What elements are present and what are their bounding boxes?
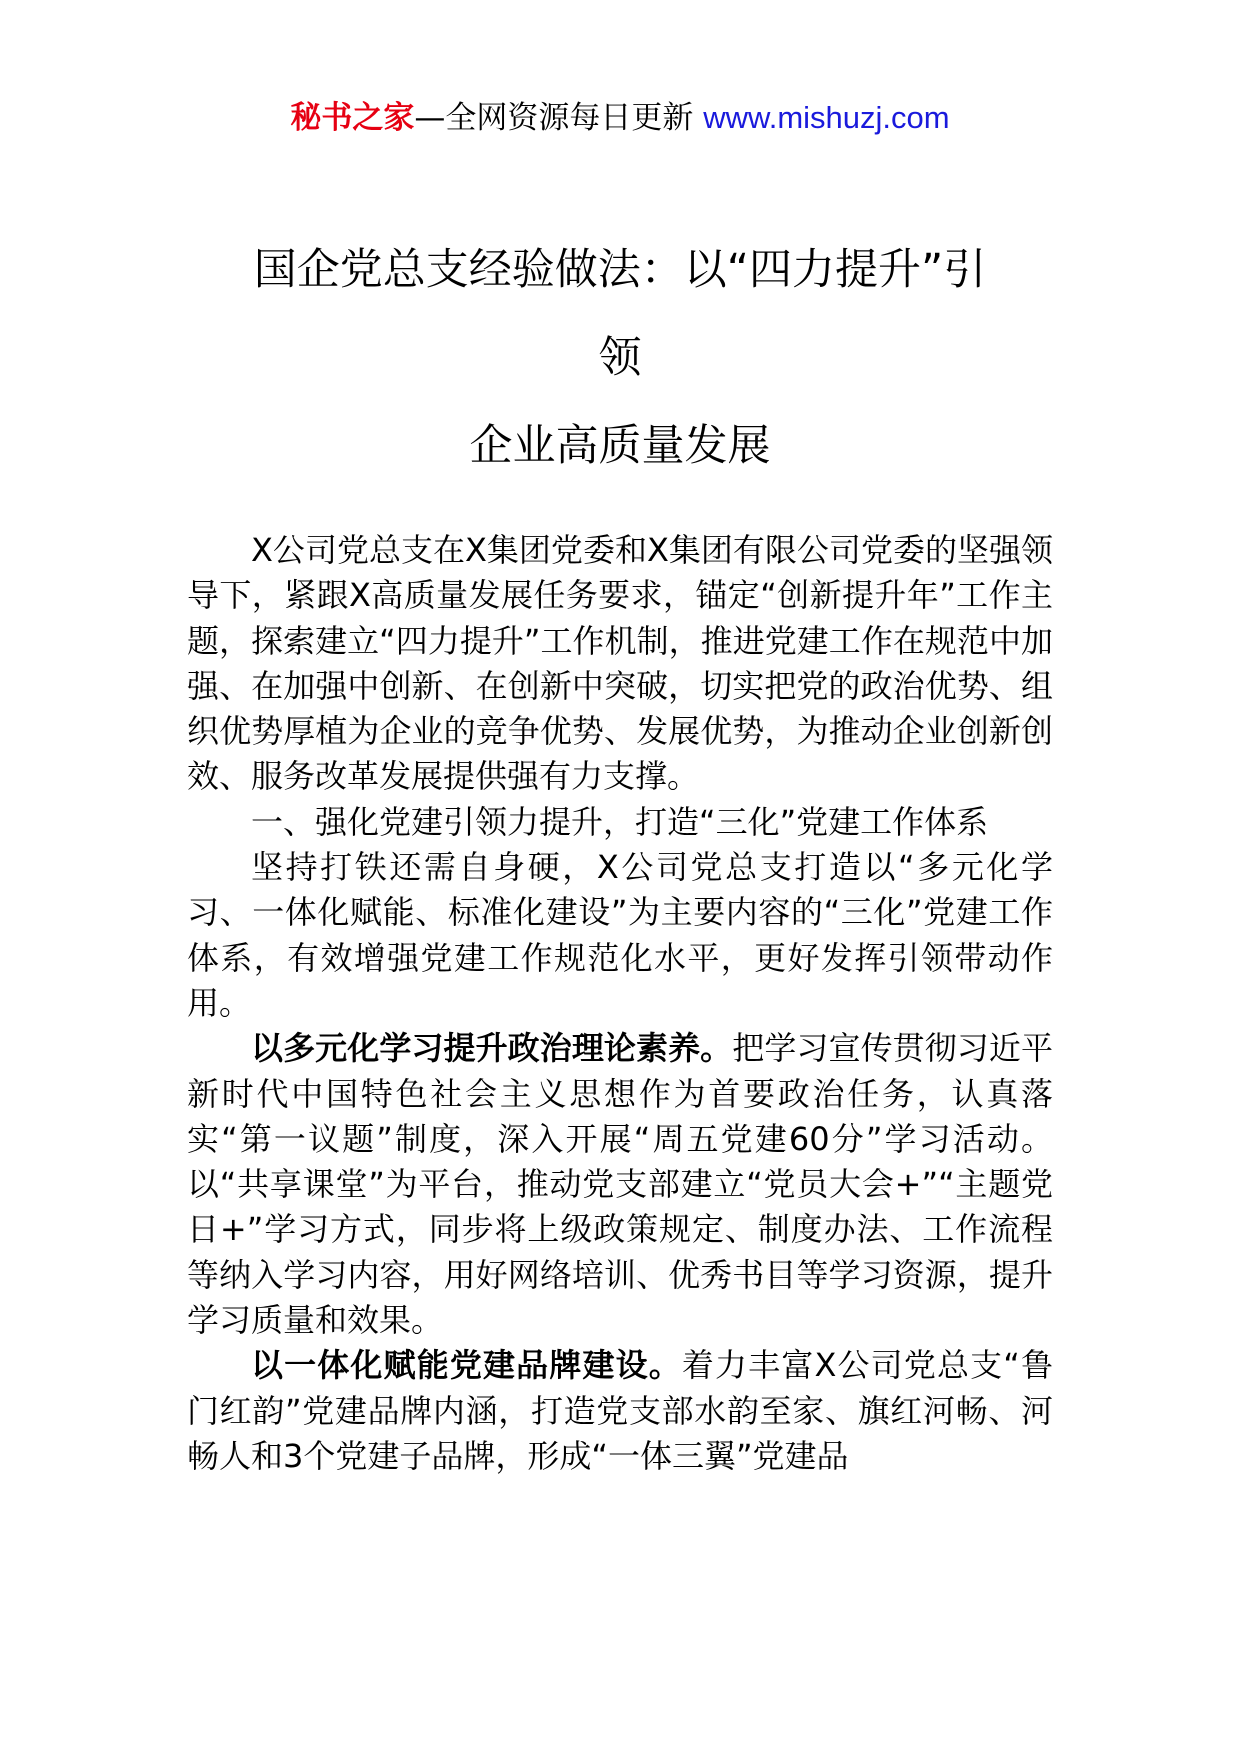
section-heading-1: 一、强化党建引领力提升，打造“三化”党建工作体系 (251, 802, 989, 841)
intro-paragraph: X公司党总支在X集团党委和X集团有限公司党委的坚强领导下，紧跟X高质量发展任务要求，锚定“创新提升年”工作主题，探索建立“四力提升”工作机制，推进党建工作在规范中加强、在加强中创新、在创新中突破，切实把党的政治优势、组织优势厚植为企业的竞争优势、发展优势，为推动企业创新创效、服务改革发展提供强有力支撑。 (187, 531, 1053, 796)
paragraph-lead-bold: 以多元化学习提升政治理论素养。 (251, 1029, 733, 1068)
paragraph-diverse-learning (187, 1026, 1053, 1343)
site-tagline: —全网资源每日更新 (414, 100, 704, 136)
site-header (0, 98, 1240, 138)
site-brand: 秘书之家 (290, 100, 415, 136)
site-url-link[interactable]: www.mishuzj.com (703, 100, 950, 135)
document-title (185, 226, 1055, 490)
paragraph-body-text: 把学习宣传贯彻习近平新时代中国特色社会主义思想作为首要政治任务，认真落实“第一议题”制度，深入开展“周五党建60分”学习活动。以“共享课堂”为平台，推动党支部建立“党员大会+”“主题党日+”学习方式，同步将上级政策规定、制度办法、工作流程等纳入学习内容，用好网络培训、优秀书目等学习资源，提升学习质量和效果。 (187, 1029, 1053, 1340)
paragraph-integrated-branding (187, 1343, 1053, 1479)
document-body (187, 528, 1053, 1479)
title-line-3: 企业高质量发展 (469, 421, 771, 471)
title-line-1: 国企党总支经验做法：以“四力提升”引 (253, 245, 987, 295)
title-line-2: 领 (598, 333, 642, 383)
paragraph-lead-bold: 以一体化赋能党建品牌建设。 (251, 1346, 682, 1385)
paragraph-body-text: 着力丰富X公司党总支“鲁门红韵”党建品牌内涵，打造党支部水韵至家、旗红河畅、河畅人和3个党建子品牌，形成“一体三翼”党建品 (187, 1346, 1053, 1475)
section-1-paragraph: 坚持打铁还需自身硬，X公司党总支打造以“多元化学习、一体化赋能、标准化建设”为主要内容的“三化”党建工作体系，有效增强党建工作规范化水平，更好发挥引领带动作用。 (187, 848, 1053, 1022)
